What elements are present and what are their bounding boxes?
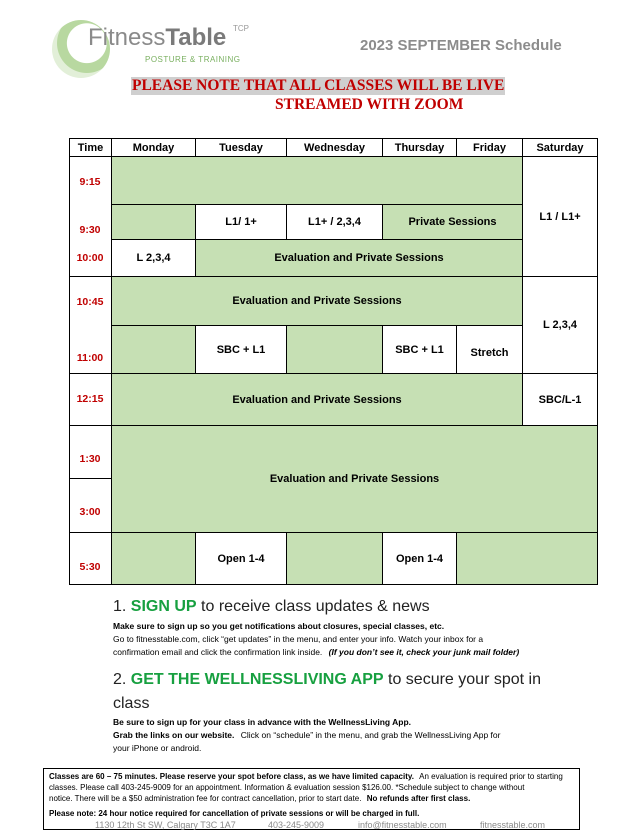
logo-text-table: Table <box>165 24 227 51</box>
cell-afternoon-mon-sat: Evaluation and Private Sessions <box>111 425 598 533</box>
cell-1215-mon-fri: Evaluation and Private Sessions <box>111 373 523 426</box>
policy-line-3-text: notice. There will be a $50 administration fee for contract cancellation, prior to start date. <box>49 794 362 803</box>
header-thursday: Thursday <box>382 138 457 157</box>
page-title: 2023 SEPTEMBER Schedule <box>360 37 562 54</box>
no-refunds-note: No refunds after first class. <box>366 794 471 803</box>
step-1-number: 1. <box>113 598 127 615</box>
cell-1215-sat: SBC/L-1 <box>522 373 598 426</box>
time-label: 5:30 <box>79 561 101 573</box>
policy-line-2: classes. Please call 403-245-9009 for an appointment. Information & evaluation session $126.00. *Schedule subject to change without <box>49 783 525 792</box>
step-1-line-1: Make sure to sign up so you get notifications about closures, special classes, etc. <box>113 621 445 631</box>
step-1-line-2: Go to fitnesstable.com, click “get updates” in the menu, and enter your info. Watch your inbox for a <box>113 634 484 644</box>
time-label: 3:00 <box>79 506 101 518</box>
cell-1000-tue-fri: Evaluation and Private Sessions <box>195 239 523 277</box>
cell-1100-fri: Stretch <box>456 325 523 374</box>
step-1-heading <box>113 598 430 616</box>
time-label: 10:45 <box>76 296 104 308</box>
header-saturday: Saturday <box>522 138 598 157</box>
step-1-text: to receive class updates & news <box>201 598 430 615</box>
step-2-heading <box>113 671 541 689</box>
cell-915-mon-fri <box>111 156 523 205</box>
time-label: 9:30 <box>79 224 101 236</box>
cell-sat-am: L1 / L1+ <box>522 156 598 277</box>
cell-930-mon <box>111 204 196 240</box>
policy-line-4: Please note: 24 hour notice required for cancellation of private sessions or will be charged in full. <box>49 809 420 818</box>
logo-suffix: TCP <box>232 24 249 33</box>
time-label: 9:15 <box>79 176 101 188</box>
time-label: 10:00 <box>76 252 104 264</box>
cell-530-tue: Open 1-4 <box>195 532 287 585</box>
header-tuesday: Tuesday <box>195 138 287 157</box>
cell-1000-mon: L 2,3,4 <box>111 239 196 277</box>
logo-tagline: POSTURE & TRAINING <box>145 55 241 64</box>
cell-530-mon <box>111 532 196 585</box>
policy-line-3 <box>49 794 470 804</box>
cell-1045-mon-fri: Evaluation and Private Sessions <box>111 276 523 326</box>
cell-1100-tue: SBC + L1 <box>195 325 287 374</box>
cell-530-fri-sat <box>456 532 598 585</box>
time-label: 11:00 <box>76 352 104 364</box>
cell-530-thu: Open 1-4 <box>382 532 457 585</box>
notice-line-1: PLEASE NOTE THAT ALL CLASSES WILL BE LIVE <box>132 77 505 94</box>
website-link[interactable]: fitnesstable.com <box>480 820 546 830</box>
phone-number: 403-245-9009 <box>268 820 325 830</box>
logo-wordmark <box>88 24 249 52</box>
step-1-line-3 <box>113 647 519 658</box>
address: 1130 12th St SW, Calgary T3C 1A7 <box>95 820 236 830</box>
cell-1100-mon <box>111 325 196 374</box>
header-wednesday: Wednesday <box>286 138 383 157</box>
header-friday: Friday <box>456 138 523 157</box>
policy-line-1-bold: Classes are 60 – 75 minutes. Please reserve your spot before class, as we have limited capacity. <box>49 772 414 781</box>
cell-sat-midday: L 2,3,4 <box>522 276 598 374</box>
step-2-text: to secure your spot in <box>388 671 541 688</box>
email-link[interactable]: info@fitnesstable.com <box>358 820 447 830</box>
step-2-heading-cont: class <box>113 695 150 712</box>
step-2-number: 2. <box>113 671 127 688</box>
step-2-line-2 <box>113 730 500 741</box>
step-2-line-1: Be sure to sign up for your class in advance with the WellnessLiving App. <box>113 717 412 727</box>
header-monday: Monday <box>111 138 196 157</box>
time-divider <box>69 478 112 479</box>
wellnessliving-callout: GET THE WELLNESSLIVING APP <box>130 671 384 688</box>
header-time: Time <box>69 138 112 157</box>
cell-530-wed <box>286 532 383 585</box>
time-label: 1:30 <box>79 453 101 465</box>
step-1-line-3-text: confirmation email and click the confirmation link inside. <box>113 647 323 657</box>
policy-line-1-text: An evaluation is required prior to starting <box>419 772 563 781</box>
notice-line-2: STREAMED WITH ZOOM <box>275 96 464 113</box>
cell-930-thu-fri: Private Sessions <box>382 204 523 240</box>
step-2-line-2-bold: Grab the links on our website. <box>113 730 235 740</box>
step-2-line-2-text: Click on “schedule” in the menu, and grab the WellnessLiving App for <box>240 730 501 740</box>
policy-line-1 <box>49 772 563 782</box>
cell-1100-thu: SBC + L1 <box>382 325 457 374</box>
logo-text-fitness: Fitness <box>88 24 166 51</box>
junk-mail-note: (If you don’t see it, check your junk mail folder) <box>328 647 520 657</box>
sign-up-callout: SIGN UP <box>130 598 197 615</box>
time-label: 12:15 <box>76 393 104 405</box>
step-2-line-3: your iPhone or android. <box>113 743 202 753</box>
cell-930-wed: L1+ / 2,3,4 <box>286 204 383 240</box>
cell-1100-wed <box>286 325 383 374</box>
time-column-block-5 <box>69 532 112 585</box>
cell-930-tue: L1/ 1+ <box>195 204 287 240</box>
